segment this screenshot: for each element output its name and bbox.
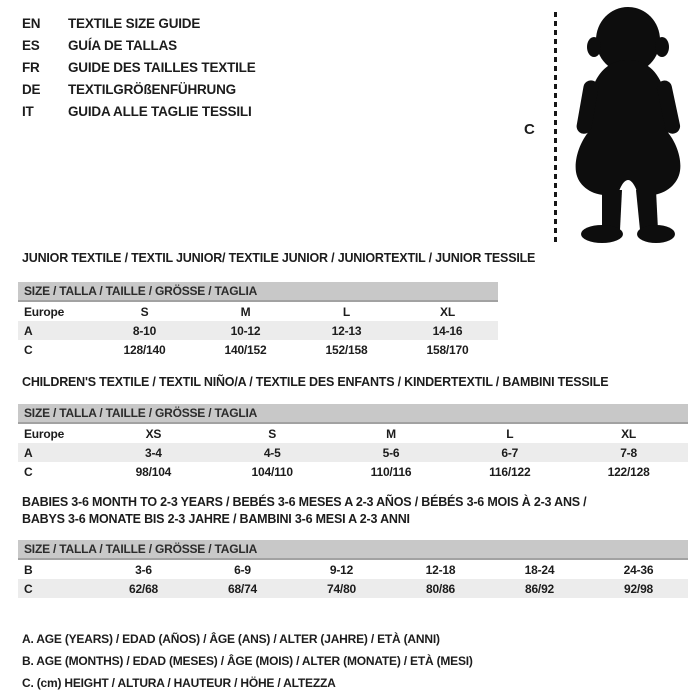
table-title-line: BABIES 3-6 MONTH TO 2-3 YEARS / BEBÉS 3-6 MESES A 2-3 AÑOS / BÉBÉS 3-6 MOIS À 2-3 ANS / [22, 495, 587, 509]
size-value-cell: 10-12 [230, 323, 261, 338]
row-label: C [24, 342, 33, 357]
size-table-children [18, 404, 688, 481]
section-babies-textile [0, 494, 700, 598]
size-value-cell: 122/128 [607, 464, 650, 479]
size-value-cell: 74/80 [326, 581, 357, 596]
size-header-bar [18, 540, 688, 560]
language-code: DE [22, 82, 41, 97]
language-code: IT [22, 104, 34, 119]
table-row [18, 443, 688, 462]
size-value-cell: 140/152 [224, 342, 267, 357]
language-label: TEXTILGRÖßENFÜHRUNG [68, 82, 236, 97]
size-value-cell: S [140, 304, 149, 319]
size-value-cell: 110/116 [370, 464, 412, 479]
size-header-bar [18, 404, 688, 424]
size-value-cell: 7-8 [620, 445, 637, 460]
size-table-junior [18, 282, 498, 359]
size-value-cell: 68/74 [227, 581, 258, 596]
legend [22, 628, 473, 694]
table-title-line: BABYS 3-6 MONATE BIS 2-3 JAHRE / BAMBINI 3-6 MESI A 2-3 ANNI [22, 512, 410, 526]
size-value-cell: 5-6 [382, 445, 400, 460]
legend-line: A. AGE (YEARS) / EDAD (AÑOS) / ÂGE (ANS) / ALTER (JAHRE) / ETÀ (ANNI) [22, 632, 440, 646]
row-label: A [24, 445, 33, 460]
row-label: C [24, 581, 33, 596]
size-value-cell: 152/158 [325, 342, 368, 357]
language-code: ES [22, 38, 40, 53]
height-measure-label: C [524, 121, 535, 138]
table-row [18, 462, 688, 481]
size-value-cell: 104/110 [251, 464, 293, 479]
size-value-cell: 9-12 [329, 562, 354, 577]
size-value-cell: 62/68 [128, 581, 159, 596]
size-value-cell: 128/140 [123, 342, 166, 357]
row-label: Europe [24, 426, 65, 441]
size-value-cell: 24-36 [623, 562, 654, 577]
section-junior-textile [0, 250, 700, 359]
size-value-cell: M [240, 304, 251, 319]
size-value-cell: 12-18 [425, 562, 456, 577]
size-value-cell: 158/170 [426, 342, 469, 357]
size-value-cell: 86/92 [524, 581, 555, 596]
size-value-cell: 116/122 [489, 464, 531, 479]
table-title-line: JUNIOR TEXTILE / TEXTIL JUNIOR/ TEXTILE JUNIOR / JUNIORTEXTIL / JUNIOR TESSILE [22, 251, 536, 265]
language-row [22, 13, 256, 35]
table-row [18, 560, 688, 579]
size-header-label: SIZE / TALLA / TAILLE / GRÖSSE / TAGLIA [24, 284, 258, 298]
language-row [22, 57, 256, 79]
section-title [22, 250, 700, 267]
toddler-silhouette-icon [560, 4, 696, 249]
size-value-cell: M [386, 426, 396, 441]
size-value-cell: XL [440, 304, 455, 319]
language-row [22, 35, 256, 57]
size-value-cell: 4-5 [263, 445, 281, 460]
table-row [18, 579, 688, 598]
height-dashed-line [554, 12, 557, 245]
section-title [22, 374, 700, 391]
legend-line: C. (cm) HEIGHT / ALTURA / HAUTEUR / HÖHE / ALTEZZA [22, 676, 336, 690]
size-value-cell: 8-10 [132, 323, 157, 338]
size-value-cell: 12-13 [331, 323, 362, 338]
language-label: GUIDA ALLE TAGLIE TESSILI [68, 104, 252, 119]
language-label: GUIDE DES TAILLES TEXTILE [68, 60, 256, 75]
table-row [18, 424, 688, 443]
table-row [18, 302, 498, 321]
language-list [22, 13, 256, 123]
language-code: FR [22, 60, 40, 75]
language-row [22, 101, 256, 123]
size-value-cell: 98/104 [135, 464, 172, 479]
size-table-babies [18, 540, 688, 598]
size-header-label: SIZE / TALLA / TAILLE / GRÖSSE / TAGLIA [24, 542, 258, 556]
size-value-cell: 6-7 [501, 445, 519, 460]
table-title-line: CHILDREN'S TEXTILE / TEXTIL NIÑO/A / TEXTILE DES ENFANTS / KINDERTEXTIL / BAMBINI TESSILE [22, 375, 609, 389]
size-value-cell: 3-6 [135, 562, 152, 577]
table-body [18, 302, 498, 359]
size-header-bar [18, 282, 498, 302]
language-row [22, 79, 256, 101]
section-title [22, 494, 700, 528]
size-value-cell: 6-9 [234, 562, 251, 577]
legend-line: B. AGE (MONTHS) / EDAD (MESES) / ÂGE (MOIS) / ALTER (MONATE) / ETÀ (MESI) [22, 654, 473, 668]
language-code: EN [22, 16, 41, 31]
language-label: GUÍA DE TALLAS [68, 38, 177, 53]
size-value-cell: 92/98 [623, 581, 654, 596]
row-label: C [24, 464, 33, 479]
size-value-cell: L [342, 304, 351, 319]
table-body [18, 424, 688, 481]
size-value-cell: 3-4 [145, 445, 162, 460]
row-label: A [24, 323, 33, 338]
size-value-cell: 80/86 [425, 581, 456, 596]
row-label: B [24, 562, 33, 577]
section-childrens-textile [0, 374, 700, 481]
size-value-cell: L [506, 426, 514, 441]
size-value-cell: XS [145, 426, 162, 441]
table-row [18, 340, 498, 359]
size-header-label: SIZE / TALLA / TAILLE / GRÖSSE / TAGLIA [24, 406, 258, 420]
size-value-cell: 14-16 [432, 323, 463, 338]
table-body [18, 560, 688, 598]
size-value-cell: 18-24 [524, 562, 555, 577]
size-value-cell: S [268, 426, 277, 441]
language-label: TEXTILE SIZE GUIDE [68, 16, 201, 31]
table-row [18, 321, 498, 340]
row-label: Europe [24, 304, 65, 319]
size-value-cell: XL [621, 426, 637, 441]
